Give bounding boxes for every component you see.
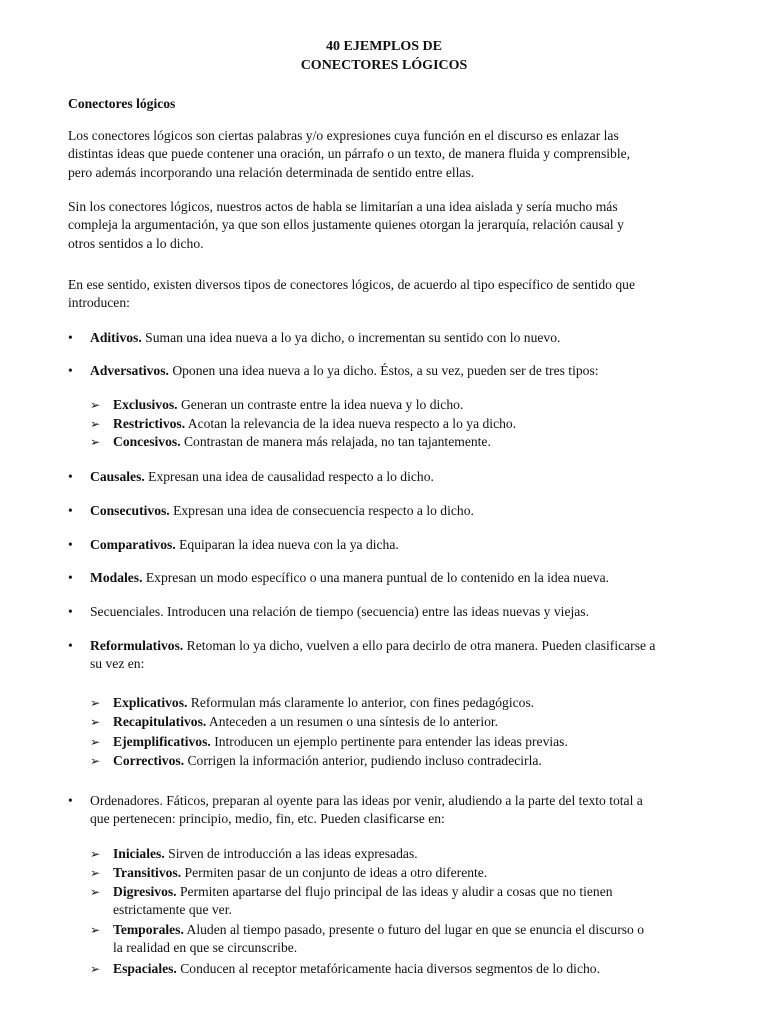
arrow-marker: ➢ — [90, 696, 101, 710]
list-item-text — [90, 329, 708, 347]
term-description: Expresan una idea de causalidad respecto a lo dicho. — [144, 469, 434, 484]
section-heading: Conectores lógicos — [68, 96, 176, 111]
list-item-text — [90, 362, 708, 380]
list-item-text — [90, 637, 708, 674]
arrow-marker: ➢ — [90, 735, 101, 749]
list-item-text — [90, 536, 708, 554]
paragraph-line: Sin los conectores lógicos, nuestros actos de habla se limitarían a una idea aislada y sería mucho más — [68, 199, 618, 214]
term-description: Secuenciales. Introducen una relación de tiempo (secuencia) entre las ideas nuevas y viejas. — [90, 604, 589, 619]
arrow-marker: ➢ — [90, 866, 101, 880]
term-description: Contrastan de manera más relajada, no tan tajantemente. — [180, 434, 491, 449]
paragraph-line: compleja la argumentación, ya que son ellos justamente quienes otorgan la jerarquía, relación causal y — [68, 217, 624, 233]
term-description: Sirven de introducción a las ideas expresadas. — [164, 846, 418, 861]
list-item-text — [90, 792, 708, 829]
arrow-marker: ➢ — [90, 923, 101, 937]
sub-item-text — [113, 415, 700, 433]
sub-item-text — [113, 752, 700, 770]
paragraph-line: distintas ideas que puede contener una oración, un párrafo o un texto, de manera fluida y comprensible, — [68, 146, 631, 162]
term-description: Permiten apartarse del flujo principal de las ideas y aludir a cosas que no tienen — [176, 884, 613, 899]
title-line-2: CONECTORES LÓGICOS — [300, 58, 468, 73]
sub-item-text — [113, 733, 700, 751]
paragraph-argument — [68, 198, 708, 253]
paragraph-types-intro — [68, 276, 708, 313]
term-label: Ejemplificativos. — [113, 734, 211, 749]
paragraph-line: Los conectores lógicos son ciertas palabras y/o expresiones cuya función en el discurso es enlazar las — [68, 128, 619, 143]
term-description: Reformulan más claramente lo anterior, con fines pedagógicos. — [187, 695, 535, 710]
term-label: Restrictivos. — [113, 416, 186, 431]
term-label: Exclusivos. — [113, 397, 178, 412]
term-label: Adversativos. — [90, 363, 169, 378]
bullet-marker: • — [68, 469, 73, 484]
sub-item-text — [113, 921, 700, 958]
sub-item-text — [113, 960, 700, 978]
term-description-continued: estrictamente que ver. — [113, 902, 232, 918]
sub-item-text — [113, 864, 700, 882]
term-description-continued: que pertenecen: principio, medio, fin, etc. Pueden clasificarse en: — [90, 811, 445, 827]
term-description: Equiparan la idea nueva con la ya dicha. — [175, 537, 399, 552]
term-description: Aluden al tiempo pasado, presente o futuro del lugar en que se enuncia el discurso o — [183, 922, 645, 937]
term-label: Explicativos. — [113, 695, 188, 710]
term-description: Anteceden a un resumen o una síntesis de lo anterior. — [206, 714, 499, 729]
paragraph-line: introducen: — [68, 295, 130, 311]
term-label: Consecutivos. — [90, 503, 170, 518]
bullet-marker: • — [68, 503, 73, 518]
arrow-marker: ➢ — [90, 715, 101, 729]
term-description: Conducen al receptor metafóricamente hacia diversos segmentos de lo dicho. — [176, 961, 600, 976]
term-description: Corrigen la información anterior, pudiendo incluso contradecirla. — [184, 753, 542, 768]
term-label: Aditivos. — [90, 330, 142, 345]
term-description: Permiten pasar de un conjunto de ideas a otro diferente. — [181, 865, 488, 880]
term-description: Expresan un modo específico o una manera puntual de lo contenido en la idea nueva. — [142, 570, 610, 585]
term-description: Acotan la relevancia de la idea nueva respecto a lo ya dicho. — [185, 416, 517, 431]
list-item-text — [90, 569, 708, 587]
term-label: Concesivos. — [113, 434, 181, 449]
bullet-marker: • — [68, 570, 73, 585]
sub-item-text — [113, 883, 700, 920]
paragraph-intro — [68, 127, 708, 182]
term-label: Causales. — [90, 469, 145, 484]
arrow-marker: ➢ — [90, 885, 101, 899]
term-description: Retoman lo ya dicho, vuelven a ello para decirlo de otra manera. Pueden clasificarse a — [183, 638, 656, 653]
term-label: Iniciales. — [113, 846, 165, 861]
sub-item-text — [113, 396, 700, 414]
term-description: Oponen una idea nueva a lo ya dicho. Éstos, a su vez, pueden ser de tres tipos: — [168, 363, 599, 378]
sub-item-text — [113, 713, 700, 731]
bullet-marker: • — [68, 638, 73, 653]
list-item-text — [90, 603, 708, 621]
document-title — [0, 37, 768, 75]
arrow-marker: ➢ — [90, 398, 101, 412]
paragraph-line: pero además incorporando una relación determinada de sentido entre ellas. — [68, 164, 475, 180]
paragraph-line: otros sentidos a lo dicho. — [68, 235, 204, 251]
bullet-marker: • — [68, 537, 73, 552]
term-label: Comparativos. — [90, 537, 176, 552]
term-label: Transitivos. — [113, 865, 182, 880]
list-item-text — [90, 468, 708, 486]
term-label: Temporales. — [113, 922, 184, 937]
term-label: Reformulativos. — [90, 638, 184, 653]
sub-item-text — [113, 433, 700, 451]
arrow-marker: ➢ — [90, 962, 101, 976]
term-label: Modales. — [90, 570, 143, 585]
sub-item-text — [113, 694, 700, 712]
term-description-continued: su vez en: — [90, 656, 145, 672]
term-description: Ordenadores. Fáticos, preparan al oyente para las ideas por venir, aludiendo a la parte del texto total a — [90, 793, 643, 808]
term-description: Suman una idea nueva a lo ya dicho, o incrementan su sentido con lo nuevo. — [141, 330, 561, 345]
bullet-marker: • — [68, 363, 73, 378]
list-item-text — [90, 502, 708, 520]
arrow-marker: ➢ — [90, 417, 101, 431]
term-description: Generan un contraste entre la idea nueva y lo dicho. — [177, 397, 464, 412]
arrow-marker: ➢ — [90, 847, 101, 861]
term-description: Introducen un ejemplo pertinente para entender las ideas previas. — [210, 734, 568, 749]
title-line-1: 40 EJEMPLOS DE — [326, 39, 442, 54]
paragraph-line: En ese sentido, existen diversos tipos de conectores lógicos, de acuerdo al tipo específico de sentido que — [68, 277, 635, 292]
arrow-marker: ➢ — [90, 435, 101, 449]
term-label: Recapitulativos. — [113, 714, 207, 729]
term-description-continued: la realidad en que se circunscribe. — [113, 940, 298, 956]
term-label: Espaciales. — [113, 961, 177, 976]
term-label: Correctivos. — [113, 753, 185, 768]
bullet-marker: • — [68, 793, 73, 808]
bullet-marker: • — [68, 330, 73, 345]
bullet-marker: • — [68, 604, 73, 619]
arrow-marker: ➢ — [90, 754, 101, 768]
term-label: Digresivos. — [113, 884, 177, 899]
term-description: Expresan una idea de consecuencia respecto a lo dicho. — [169, 503, 474, 518]
sub-item-text — [113, 845, 700, 863]
